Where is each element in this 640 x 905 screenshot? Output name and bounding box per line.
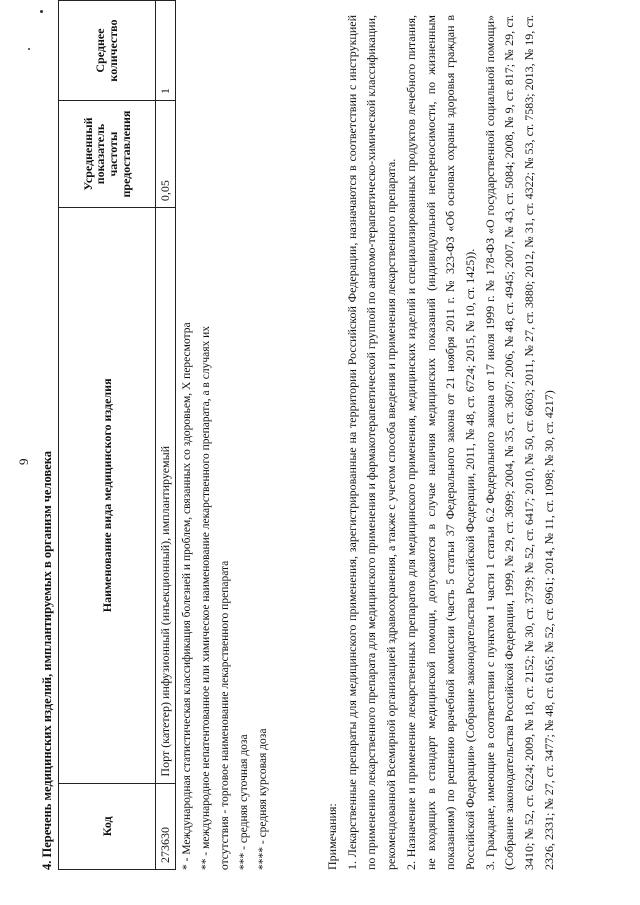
section-title: 4. Перечень медицинских изделий, имплантируемых в организм человека: [40, 451, 54, 870]
cell-name: Порт (катетер) инфузионный (инъекционный), имплантируемый: [156, 208, 176, 783]
notes: [323, 15, 559, 870]
header-code: Код: [59, 783, 156, 869]
legend-item: отсутствия - торговое наименование лекарственного препарата: [219, 560, 231, 870]
notes-title: Примечания:: [325, 803, 339, 870]
legend: [178, 310, 273, 870]
note-1: 1. Лекарственные препараты для медицинского применения, зарегистрированные на территории Российской Федерации, назначаются в соответствии с инструкцией по применению лекарственного препарата для медицинского применения и фармакотерапевтической группой по анатомо-терапевтическо-химической классификации, рекомендованной Всемирной организацией здравоохранения, а также с учетом способа введения и применения лекарственного препарата.: [344, 15, 399, 870]
cell-frequency: 0,05: [156, 101, 176, 208]
legend-item: *** - средняя суточная доза: [238, 734, 250, 870]
note-2: 2. Назначение и применение лекарственных препаратов для медицинского применения, медицинских изделий и специализированных продуктов лечебного питания, не входящих в стандарт медицинской помощи, допускаются в случае наличия медицинских показаний (индивидуальной непереносимости, по жизненным показаниям) по решению врачебной комиссии (часть 5 статьи 37 Федерального закона от 21 ноября 2011 г. № 323-ФЗ «Об основах охраны здоровья граждан в Российской Федерации» (Собрание законодательства Российской Федерации, 2011, № 48, ст. 6724; 2015, № 10, ст. 1425)).: [403, 15, 477, 870]
cell-code: 273630: [156, 783, 176, 869]
table-row: [156, 1, 176, 870]
table-header-row: [59, 1, 156, 870]
note-3: 3. Граждане, имеющие в соответствии с пунктом 1 части 1 статьи 6.2 Федерального закона от 17 июля 1999 г. № 178-ФЗ «О государственной социальной помощи» (Собрание законодательства Российской Федерации, 1999, № 29, ст. 3699; 2004, № 35, ст. 3607; 2006, № 48, ст. 4945; 2007, № 43, ст. 5084; 2008, № 9, ст. 817; № 29, ст. 3410; № 52, ст. 6224; 2009, № 18, ст. 2152; № 30, ст. 3739; № 52, ст. 6417; 2010, № 50, ст. 6603; 2011, № 27, ст. 3880; 2012, № 31, ст. 4322; № 53, ст. 7583; 2013, № 19, ст. 2326, 2331; № 27, ст. 3477; № 48, ст. 6165; № 52, ст. 6961; 2014, № 11, ст. 1098; № 30, ст. 4217): [482, 15, 556, 870]
devices-table: [58, 0, 176, 870]
legend-item: ** - международное непатентованное или химическое наименование лекарственного препарата, а в случаях их: [200, 325, 212, 870]
page-number: 9: [16, 458, 31, 465]
legend-item: **** - средняя курсовая доза: [257, 728, 269, 870]
header-quantity: Среднее количество: [59, 1, 156, 101]
cell-quantity: 1: [156, 1, 176, 101]
legend-item: * - Международная статистическая классификация болезней и проблем, связанных со здоровьем, X пересмотра: [181, 322, 193, 870]
header-frequency: Усредненный показатель частоты предоставления: [59, 101, 156, 208]
header-name: Наименование вида медицинского изделия: [59, 208, 156, 783]
